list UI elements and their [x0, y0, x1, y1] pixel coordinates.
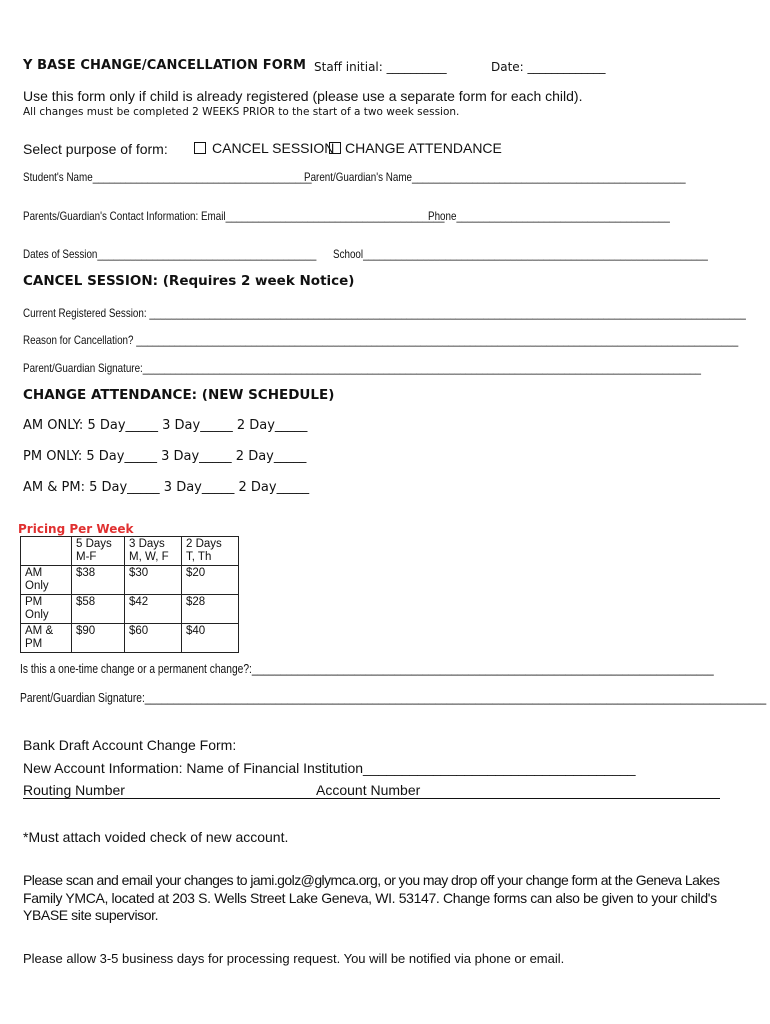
- dates-of-session-field[interactable]: Dates of Session________________________________________: [23, 247, 317, 261]
- pricing-header-5day: 5 Days M-F: [72, 537, 125, 566]
- financial-institution-field[interactable]: New Account Information: Name of Financial Institution___________________________________: [23, 760, 636, 776]
- pricing-corner-cell: [21, 537, 72, 566]
- pricing-cell: $90: [72, 624, 125, 653]
- submission-instructions-line1: Please scan and email your changes to jami.golz@glymca.org, or you may drop off your change form at the Geneva Lakes: [23, 872, 720, 888]
- pricing-row-label: AM & PM: [21, 624, 72, 653]
- change-type-field[interactable]: Is this a one-time change or a permanent change?:_________________________________________________________________________________: [20, 662, 714, 676]
- pricing-cell: $20: [182, 566, 239, 595]
- pm-only-row[interactable]: PM ONLY: 5 Day_____ 3 Day_____ 2 Day_____: [23, 449, 307, 464]
- cancel-session-option[interactable]: [194, 140, 334, 158]
- bank-numbers-line: [23, 782, 720, 799]
- change-attendance-option[interactable]: [329, 140, 502, 158]
- pricing-cell: $28: [182, 595, 239, 624]
- am-only-row[interactable]: AM ONLY: 5 Day_____ 3 Day_____ 2 Day_____: [23, 418, 308, 433]
- staff-initial-field[interactable]: Staff initial: __________: [314, 60, 447, 74]
- form-title: Y BASE CHANGE/CANCELLATION FORM: [23, 58, 306, 73]
- submission-instructions-line2: Family YMCA, located at 203 S. Wells Street Lake Geneva, WI. 53147. Change forms can also be given to your child's: [23, 890, 717, 906]
- pricing-table: [20, 536, 239, 653]
- processing-note: Please allow 3-5 business days for processing request. You will be notified via phone or email.: [23, 951, 565, 966]
- bank-form-title: Bank Draft Account Change Form:: [23, 737, 237, 753]
- pricing-cell: $42: [125, 595, 182, 624]
- cancel-session-checkbox[interactable]: [194, 142, 206, 154]
- pricing-cell: $38: [72, 566, 125, 595]
- pricing-title: Pricing Per Week: [18, 522, 134, 536]
- change-attendance-checkbox[interactable]: [329, 142, 341, 154]
- pricing-row-am: [21, 566, 239, 595]
- pricing-cell: $60: [125, 624, 182, 653]
- account-number-field[interactable]: Account Number: [316, 782, 421, 798]
- pricing-header-row: [21, 537, 239, 566]
- cancel-signature-field[interactable]: Parent/Guardian Signature:______________________________________________________________________________________________________: [23, 361, 701, 375]
- cancel-session-heading: CANCEL SESSION: (Requires 2 week Notice): [23, 273, 355, 289]
- student-name-field[interactable]: Student's Name________________________________________: [23, 170, 312, 184]
- pricing-header-3day: 3 Days M, W, F: [125, 537, 182, 566]
- purpose-label: Select purpose of form:: [23, 141, 168, 157]
- pricing-header-2day: 2 Days T, Th: [182, 537, 239, 566]
- phone-field[interactable]: Phone_______________________________________: [428, 209, 670, 223]
- pricing-cell: $30: [125, 566, 182, 595]
- pricing-cell: $40: [182, 624, 239, 653]
- current-session-field[interactable]: Current Registered Session: _____________________________________________________________________________________________________________: [23, 306, 746, 320]
- voided-check-note: *Must attach voided check of new account.: [23, 829, 289, 845]
- pricing-row-label: AM Only: [21, 566, 72, 595]
- pricing-cell: $58: [72, 595, 125, 624]
- cancel-session-label: CANCEL SESSION: [212, 140, 335, 156]
- contact-email-field[interactable]: Parents/Guardian's Contact Information: Email________________________________________: [23, 209, 445, 223]
- change-attendance-label: CHANGE ATTENDANCE: [345, 140, 502, 156]
- submission-instructions-line3: YBASE site supervisor.: [23, 907, 159, 923]
- pricing-row-label: PM Only: [21, 595, 72, 624]
- change-attendance-heading: CHANGE ATTENDANCE: (NEW SCHEDULE): [23, 387, 335, 403]
- pricing-row-pm: [21, 595, 239, 624]
- reason-field[interactable]: Reason for Cancellation? ______________________________________________________________________________________________________________: [23, 333, 739, 347]
- date-field[interactable]: Date: _____________: [491, 60, 606, 74]
- change-signature-field[interactable]: Parent/Guardian Signature:_____________________________________________________________________________________________________________: [20, 691, 767, 705]
- intro-instruction: Use this form only if child is already registered (please use a separate form for each child).: [23, 88, 583, 104]
- am-pm-row[interactable]: AM & PM: 5 Day_____ 3 Day_____ 2 Day_____: [23, 480, 310, 495]
- intro-deadline: All changes must be completed 2 WEEKS PRIOR to the start of a two week session.: [23, 106, 460, 118]
- school-field[interactable]: School_______________________________________________________________: [333, 247, 708, 261]
- parent-name-field[interactable]: Parent/Guardian's Name__________________________________________________: [304, 170, 686, 184]
- routing-number-field[interactable]: Routing Number: [23, 782, 125, 798]
- pricing-row-ampm: [21, 624, 239, 653]
